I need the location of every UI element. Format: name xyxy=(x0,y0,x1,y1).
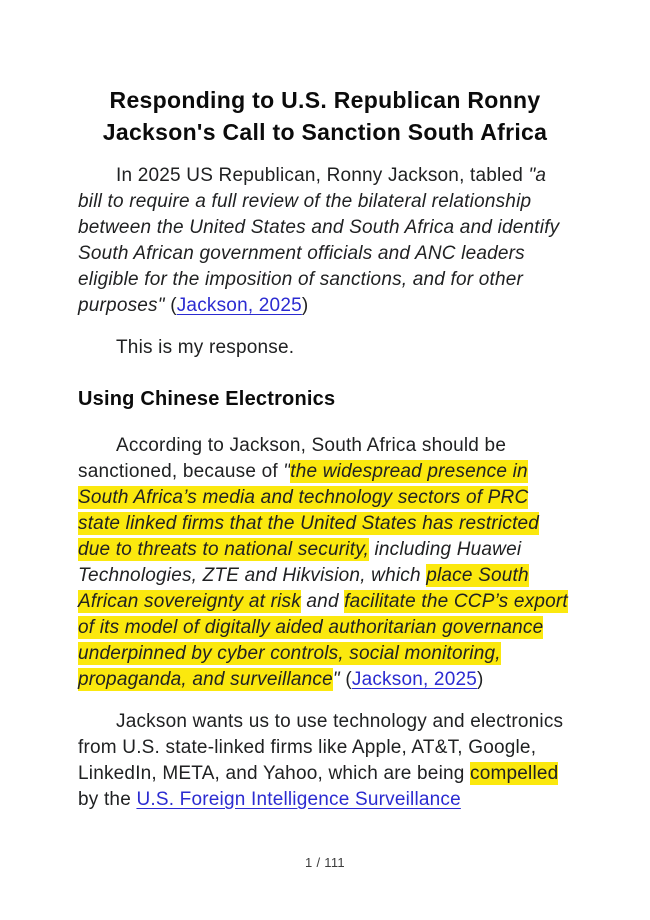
text-run: by the xyxy=(78,789,137,810)
text-run: ) xyxy=(477,669,484,690)
text-run: According to Jackson, South Africa should be sanctioned, because of xyxy=(78,435,507,482)
text-run: ( xyxy=(339,669,352,690)
text-run: " xyxy=(283,461,291,482)
document-title xyxy=(78,84,572,148)
paragraph-response-statement xyxy=(78,335,572,361)
title-line: Responding to U.S. Republican Ronny xyxy=(109,87,541,113)
section-heading: Using Chinese Electronics xyxy=(78,388,336,410)
text-run: ) xyxy=(301,295,309,316)
highlighted-text-run: place South African sovereignty at risk xyxy=(78,565,529,612)
hyperlink[interactable]: Jackson, 2025 xyxy=(176,295,302,316)
text-run: including Huawei Technologies, ZTE and Hikvision, which xyxy=(78,539,522,586)
paragraph-intro-bill-quote xyxy=(78,163,572,319)
hyperlink[interactable]: Jackson, 2025 xyxy=(351,669,478,690)
text-run: "a bill to require a full review of the bilateral relationship between the United States and South Africa and identify South African government officials and ANC leaders eligible for the imposition of sanctions, and for other purposes" xyxy=(78,165,560,316)
highlighted-text-run: compelled xyxy=(470,763,559,784)
page-number-indicator: 1 / 111 xyxy=(305,855,345,870)
text-run: This is my response. xyxy=(116,337,295,358)
highlighted-text-run: facilitate the CCP’s export of its model of digitally aided authoritarian governance underpinned by cyber controls, social monitoring, propaganda, and surveillance xyxy=(78,591,568,690)
text-run: " xyxy=(332,669,340,690)
highlighted-text-run: the widespread presence in South Africa’s media and technology sectors of PRC state linked firms that the United States has restricted due to threats to national security, xyxy=(78,461,540,560)
text-run: ( xyxy=(164,295,177,316)
title-line: Jackson's Call to Sanction South Africa xyxy=(102,119,548,145)
hyperlink[interactable]: U.S. Foreign Intelligence Surveillance xyxy=(136,789,461,810)
paragraph-us-firms xyxy=(78,709,572,813)
paragraph-chinese-electronics-quote xyxy=(78,433,572,693)
text-run: and xyxy=(300,591,345,612)
text-run: Jackson wants us to use technology and electronics from U.S. state-linked firms like Apple, AT&T, Google, LinkedIn, META, and Yahoo, which are being xyxy=(78,711,564,784)
document-content xyxy=(78,84,572,829)
text-run: In 2025 US Republican, Ronny Jackson, tabled xyxy=(116,165,529,186)
